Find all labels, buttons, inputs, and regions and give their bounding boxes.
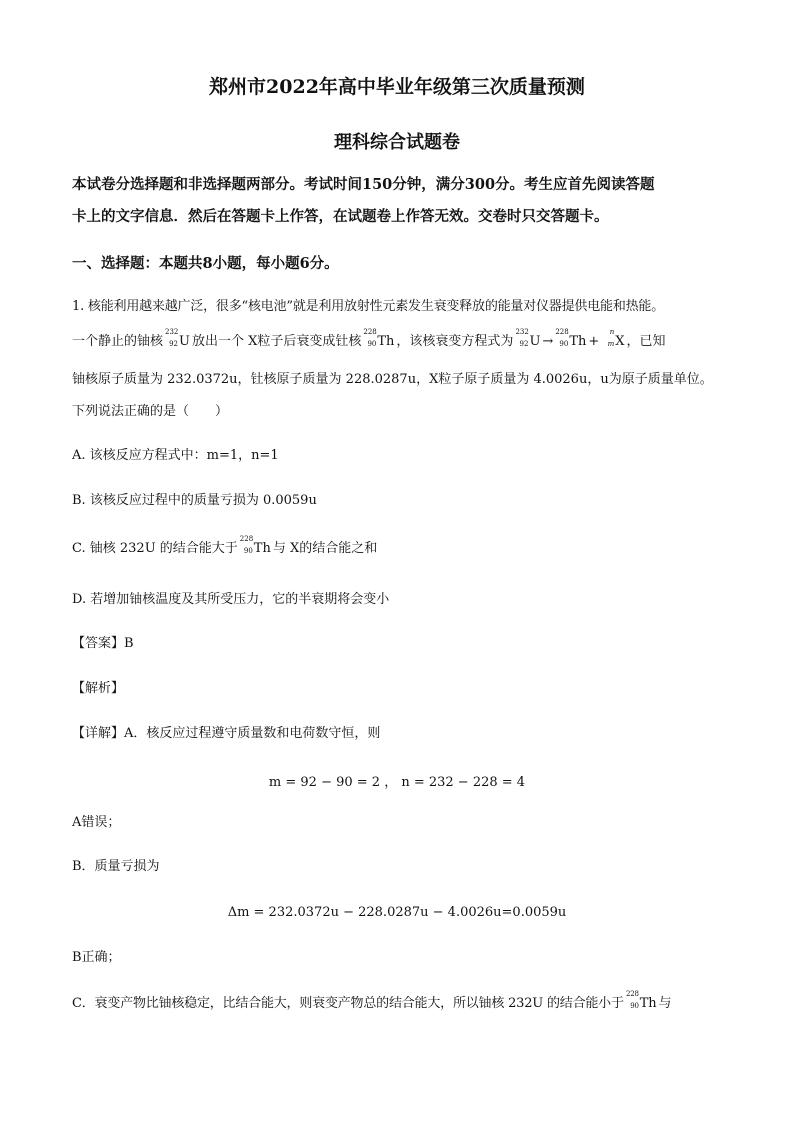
equation-thorium-nuclide: 228 90 Th [555,328,587,349]
q1-text-c: ，该核衰变方程式为 [396,334,514,349]
equation-mass-charge: m = 92 − 90 = 2 ， n = 232 − 228 = 4 [268,775,526,790]
q1-text-a: 一个静止的铀核 [72,334,164,349]
question-1-line-4: 下列说法正确的是（ ） [72,404,229,419]
option-a: A. 该核反应方程式中：m=1，n=1 [72,448,279,463]
equation-uranium-nuclide: 232 92 U [515,328,541,349]
document-title: 郑州市2022年高中毕业年级第三次质量预测 [209,76,585,98]
plus-symbol: + [588,334,600,349]
analysis-label: 【解析】 [72,681,125,696]
q1-text-b: 放出一个 X粒子后衰变成钍核 [191,334,362,349]
section-heading: 一、选择题：本题共8小题，每小题6分。 [72,255,339,272]
arrow-symbol: → [542,334,554,349]
option-b: B. 该核反应过程中的质量亏损为 0.0059u [72,493,317,508]
document-subtitle: 理科综合试题卷 [334,132,460,153]
option-c: C. 铀核 232U 的结合能大于 228 90 Th 与 X的结合能之和 [72,535,378,556]
c-explanation: C．衰变产物比铀核稳定，比结合能大，则衰变产物总的结合能大，所以铀核 232U 的结合能小于 228 90 Th 与 [72,990,672,1011]
option-d: D. 若增加铀核温度及其所受压力，它的半衰期将会变小 [72,592,390,607]
question-1-line-1: 1. 核能利用越来越广泛，很多“核电池”就是利用放射性元素发生衰变释放的能量对仪器提供电能和热能。 [72,299,665,314]
b-correct: B正确； [72,950,121,965]
question-1-line-2 [72,328,666,349]
instructions-line-1: 本试卷分选择题和非选择题两部分。考试时间150分钟，满分300分。考生应首先阅读答题 [72,176,655,193]
uranium-nuclide: 232 92 U [165,328,190,349]
detail-intro: 【详解】A．核反应过程遵守质量数和电荷数守恒，则 [72,726,381,741]
question-1-line-3: 铀核原子质量为 232.0372u，钍核原子质量为 228.0287u，X粒子原子质量为 4.0026u，u为原子质量单位。 [72,372,713,387]
x-particle-nuclide: n m X [607,328,625,349]
q1-text-end: ，已知 [626,334,666,349]
a-wrong: A错误； [72,815,121,830]
b-label: B．质量亏损为 [72,859,160,874]
option-c-thorium-nuclide: 228 90 Th [239,535,271,556]
instructions-line-2: 卡上的文字信息．然后在答题卡上作答，在试题卷上作答无效。交卷时只交答题卡。 [72,208,609,225]
c-thorium-nuclide: 228 90 Th [626,990,657,1011]
equation-mass-defect: Δm = 232.0372u − 228.0287u − 4.0026u=0.0059u [227,905,567,920]
thorium-nuclide: 228 90 Th [363,328,395,349]
answer-label: 【答案】B [72,636,134,651]
